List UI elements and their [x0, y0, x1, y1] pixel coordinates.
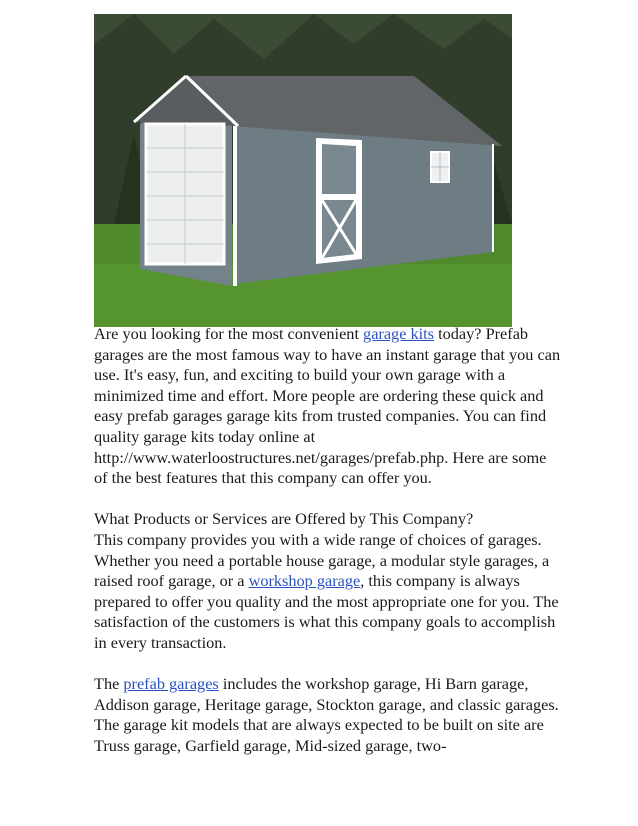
services-heading: What Products or Services are Offered by This Company? — [94, 509, 474, 529]
garage-kits-link[interactable]: garage kits — [363, 324, 435, 343]
garage-shed-illustration — [94, 14, 512, 327]
services-text-start: This company provides you with a wide range of choices of garages. Whether you need a portable house garage, a modular style garages, a raised roof garage, or a — [94, 529, 550, 591]
workshop-garage-link[interactable]: workshop garage — [248, 571, 361, 591]
article-body — [94, 324, 564, 777]
intro-text-start: Are you looking for the most convenient — [94, 324, 364, 343]
models-paragraph — [94, 674, 564, 756]
garage-shed-photo — [94, 14, 512, 327]
prefab-garages-link[interactable]: prefab garages — [123, 674, 219, 694]
models-text-rest: includes the workshop garage, Hi Barn garage, Addison garage, Heritage garage, Stockton garage, and classic garages. The garage kit models that are always expected to be built on site are Truss garage, Garfield garage, Mid-sized garage, two- — [94, 674, 559, 755]
models-text-start: The — [94, 674, 124, 694]
services-text-rest: , this company is always prepared to offer you quality and the most appropriate one for you. The satisfaction of the customers is what this company goals to accomplish in every transaction. — [94, 571, 559, 652]
intro-paragraph — [94, 324, 564, 489]
intro-text-rest: today? Prefab garages are the most famous way to have an instant garage that you can use. It's easy, fun, and exciting to build your own garage with a minimized time and effort. More people are ordering these quick and easy prefab garages garage kits from trusted companies. You can find quality garage kits today online at http://www.waterloostructures.net/garages/prefab.php. Here are some of the best features that this company can offer you. — [94, 324, 561, 488]
services-paragraph — [94, 509, 564, 653]
